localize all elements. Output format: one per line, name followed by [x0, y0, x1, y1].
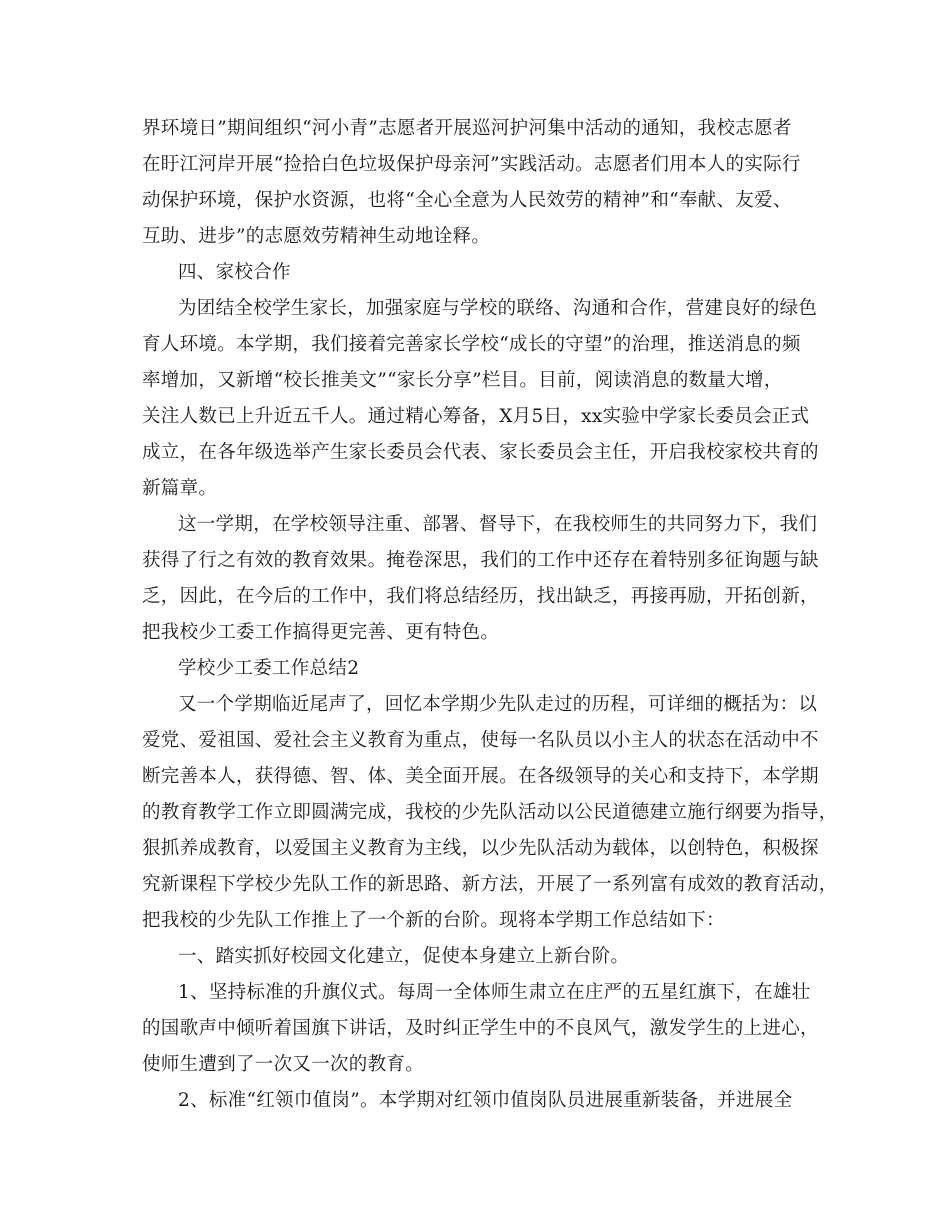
- text-line: 断完善本人，获得德、智、体、美全面开展。在各级领导的关心和支持下，本学期: [142, 766, 819, 787]
- text-line: 乏，因此，在今后的工作中，我们将总结经历，找出缺乏，再接再励，开拓创新，: [142, 586, 819, 607]
- text-line: 关注人数已上升近五千人。通过精心筹备，X月5日，xx实验中学家长委员会正式: [142, 406, 810, 427]
- section-heading: 一、踏实抓好校园文化建立，促使本身建立上新台阶。: [178, 946, 630, 967]
- text-line: 互助、进步”的志愿效劳精神生动地诠释。: [142, 226, 491, 247]
- text-line: 究新课程下学校少先队工作的新思路、新方法，开展了一系列富有成效的教育活动，: [142, 874, 838, 895]
- text-line: 爱党、爱祖国、爱社会主义教育为重点，使每一名队员以小主人的状态在活动中不: [142, 730, 819, 751]
- text-line: 这一学期，在学校领导注重、部署、督导下，在我校师生的共同努力下，我们: [178, 514, 818, 535]
- text-line: 为团结全校学生家长，加强家庭与学校的联络、沟通和合作，营建良好的绿色: [178, 298, 818, 319]
- text-line: 获得了行之有效的教育效果。掩卷深思，我们的工作中还存在着特别多征询题与缺: [142, 550, 819, 571]
- text-line: 新篇章。: [142, 478, 218, 499]
- text-line: 1、坚持标准的升旗仪式。每周一全体师生肃立在庄严的五星红旗下，在雄壮: [178, 982, 811, 1003]
- text-line: 的教育教学工作立即圆满完成，我校的少先队活动以公民道德建立施行纲要为指导，: [142, 802, 838, 823]
- text-line: 动保护环境，保护水资源，也将“全心全意为人民效劳的精神”和“奉献、友爱、: [142, 190, 792, 211]
- text-line: 的国歌声中倾听着国旗下讲话，及时纠正学生中的不良风气，激发学生的上进心，: [142, 1018, 819, 1039]
- text-line: 使师生遭到了一次又一次的教育。: [142, 1054, 425, 1075]
- text-line: 育人环境。本学期，我们接着完善家长学校“成长的守望”的治理，推送消息的频: [142, 334, 801, 355]
- text-line: 率增加，又新增“校长推美文”“家长分享”栏目。目前，阅读消息的数量大增，: [142, 370, 783, 391]
- text-line: 成立，在各年级选举产生家长委员会代表、家长委员会主任，开启我校家校共育的: [142, 442, 819, 463]
- section-heading: 学校少工委工作总结2: [178, 658, 360, 679]
- text-line: 把我校少工委工作搞得更完善、更有特色。: [142, 622, 500, 643]
- section-heading: 四、家校合作: [178, 262, 291, 283]
- text-line: 狠抓养成教育，以爱国主义教育为主线，以少先队活动为载体，以创特色，积极探: [142, 838, 819, 859]
- text-line: 2、标准“红领巾值岗”。本学期对红领巾值岗队员进展重新装备，并进展全: [178, 1090, 793, 1111]
- text-line: 界环境日”期间组织“河小青”志愿者开展巡河护河集中活动的通知，我校志愿者: [142, 118, 792, 139]
- text-line: 把我校的少先队工作推上了一个新的台阶。现将本学期工作总结如下：: [142, 910, 725, 931]
- text-line: 在盱江河岸开展“捡拾白色垃圾保护母亲河”实践活动。志愿者们用本人的实际行: [142, 154, 801, 175]
- text-line: 又一个学期临近尾声了，回忆本学期少先队走过的历程，可详细的概括为：以: [178, 694, 818, 715]
